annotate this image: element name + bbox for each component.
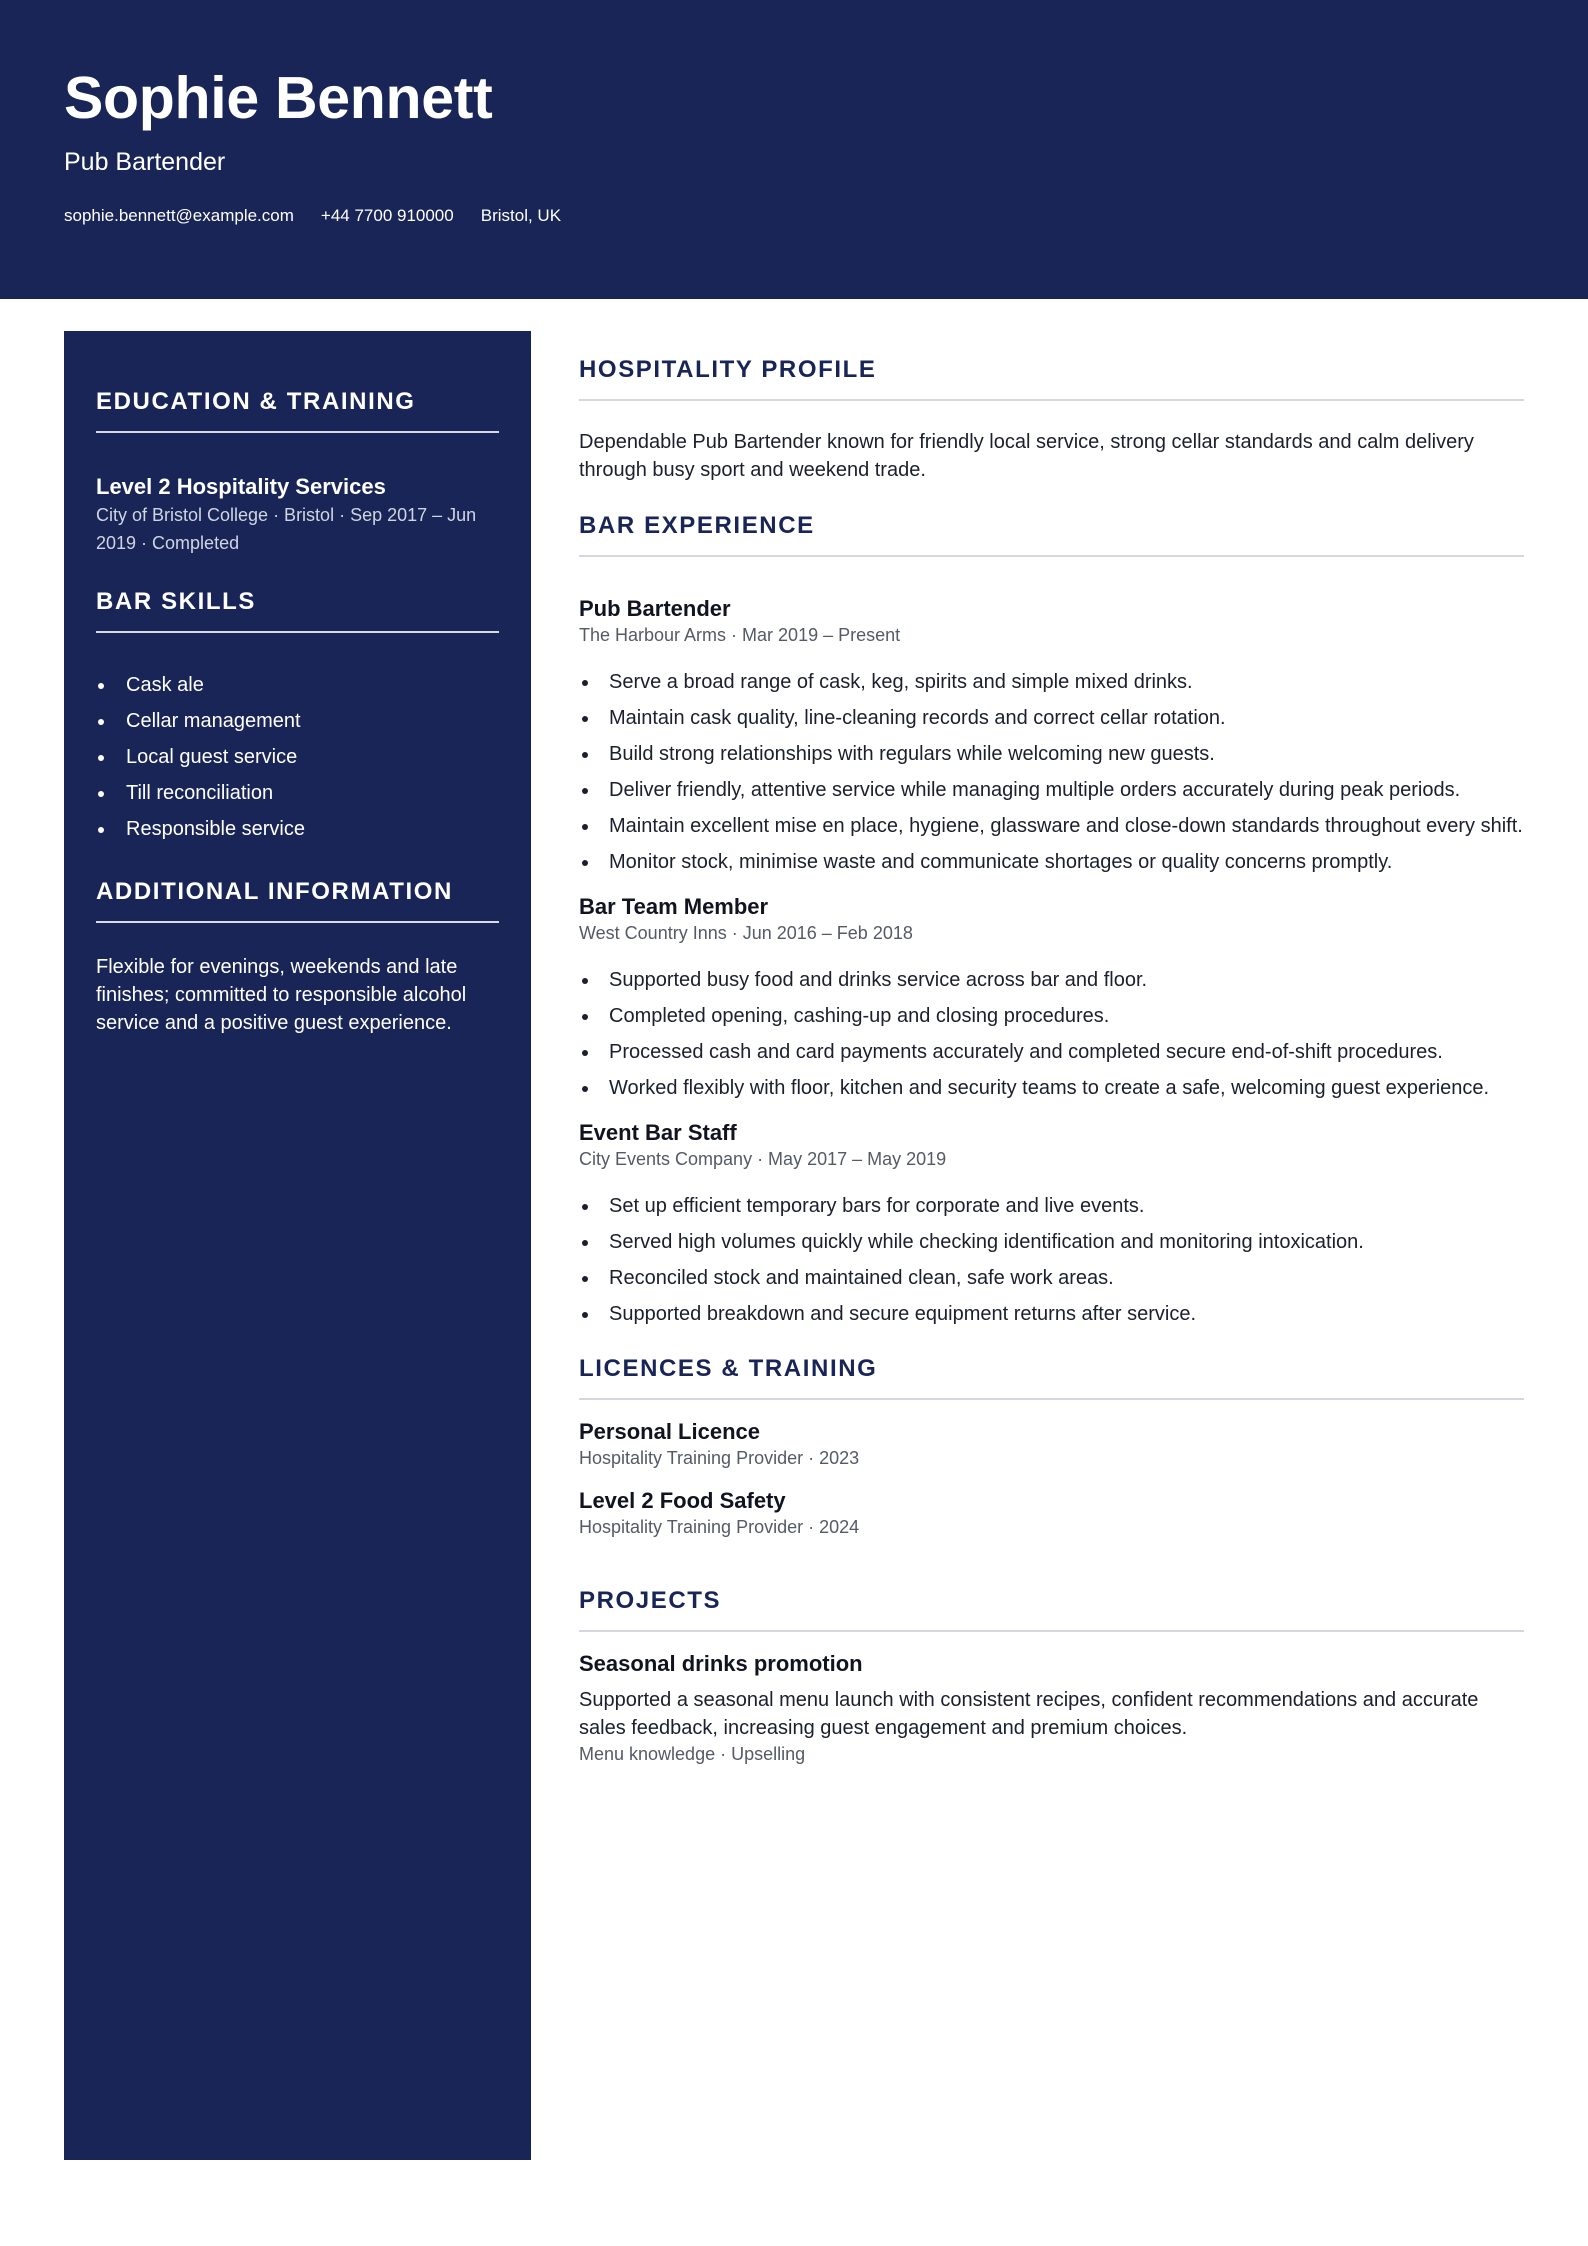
job-bullets [579,966,1524,1102]
licences-section [579,1354,1524,1539]
job-bullet: Processed cash and card payments accurately and completed secure end-of-shift procedures. [579,1038,1524,1066]
sidebar [64,331,531,2160]
job-meta: The Harbour Arms · Mar 2019 – Present [579,625,901,645]
job-meta: West Country Inns · Jun 2016 – Feb 2018 [579,923,913,943]
skill-item: Local guest service [96,739,499,775]
licence-entry [579,1487,1524,1539]
job-entry [579,595,1524,876]
experience-section [579,511,1524,1328]
experience-heading: BAR EXPERIENCE [579,511,1524,557]
contact-line [64,205,561,227]
job-bullet: Build strong relationships with regulars while welcoming new guests. [579,740,1524,768]
education-section [96,387,499,557]
candidate-role: Pub Bartender [64,148,226,176]
resume-header [0,0,1588,299]
job-bullet: Monitor stock, minimise waste and communicate shortages or quality concerns promptly. [579,848,1524,876]
education-details: City of Bristol College · Bristol · Sep 2017 – Jun 2019 · Completed [96,505,477,553]
licence-meta: Hospitality Training Provider · 2024 [579,1517,860,1537]
job-title: Bar Team Member [579,894,769,919]
licence-title: Personal Licence [579,1419,760,1444]
licence-title: Level 2 Food Safety [579,1488,786,1513]
job-bullet: Served high volumes quickly while checking identification and monitoring intoxication. [579,1228,1524,1256]
job-bullet: Completed opening, cashing-up and closing procedures. [579,1002,1524,1030]
main-column [579,355,1524,1766]
job-bullet: Supported breakdown and secure equipment returns after service. [579,1300,1524,1328]
projects-section [579,1586,1524,1766]
project-tags: Menu knowledge · Upselling [579,1744,806,1764]
job-entry [579,893,1524,1102]
job-bullets [579,668,1524,876]
job-bullet: Worked flexibly with floor, kitchen and security teams to create a safe, welcoming guest experience. [579,1074,1524,1102]
candidate-name: Sophie Bennett [64,65,493,131]
skills-list [96,667,499,847]
job-bullet: Set up efficient temporary bars for corporate and live events. [579,1192,1524,1220]
job-bullet: Reconciled stock and maintained clean, safe work areas. [579,1264,1524,1292]
job-bullet: Supported busy food and drinks service across bar and floor. [579,966,1524,994]
additional-text: Flexible for evenings, weekends and late finishes; committed to responsible alcohol service and a positive guest experience. [96,956,467,1034]
skill-item: Responsible service [96,811,499,847]
skills-heading: BAR SKILLS [96,587,499,633]
skill-item: Cellar management [96,703,499,739]
project-title: Seasonal drinks promotion [579,1651,863,1676]
additional-section [96,877,499,1037]
project-entry [579,1650,1524,1766]
contact-email[interactable]: sophie.bennett@example.com [64,206,294,225]
additional-heading: ADDITIONAL INFORMATION [96,877,499,923]
education-heading: EDUCATION & TRAINING [96,387,499,433]
licence-meta: Hospitality Training Provider · 2023 [579,1448,860,1468]
project-description: Supported a seasonal menu launch with consistent recipes, confident recommendations and accurate sales feedback, increasing guest engagement and premium choices. [579,1689,1479,1739]
skill-item: Cask ale [96,667,499,703]
skill-item: Till reconciliation [96,775,499,811]
skills-section [96,587,499,847]
profile-heading: HOSPITALITY PROFILE [579,355,1524,401]
job-bullet: Maintain cask quality, line-cleaning records and correct cellar rotation. [579,704,1524,732]
contact-phone[interactable]: +44 7700 910000 [320,206,454,225]
job-title: Pub Bartender [579,596,731,621]
licence-entry [579,1418,1524,1470]
job-entry [579,1119,1524,1328]
profile-text: Dependable Pub Bartender known for friendly local service, strong cellar standards and calm delivery through busy sport and weekend trade. [579,431,1474,481]
job-title: Event Bar Staff [579,1120,737,1145]
job-bullet: Deliver friendly, attentive service while managing multiple orders accurately during peak periods. [579,776,1524,804]
projects-heading: PROJECTS [579,1586,1524,1632]
licences-heading: LICENCES & TRAINING [579,1354,1524,1400]
education-title: Level 2 Hospitality Services [96,474,386,499]
job-bullet: Serve a broad range of cask, keg, spirits and simple mixed drinks. [579,668,1524,696]
profile-section [579,355,1524,484]
contact-location: Bristol, UK [480,206,562,225]
job-bullets [579,1192,1524,1328]
job-meta: City Events Company · May 2017 – May 2019 [579,1149,947,1169]
job-bullet: Maintain excellent mise en place, hygiene, glassware and close-down standards throughout every shift. [579,812,1524,840]
